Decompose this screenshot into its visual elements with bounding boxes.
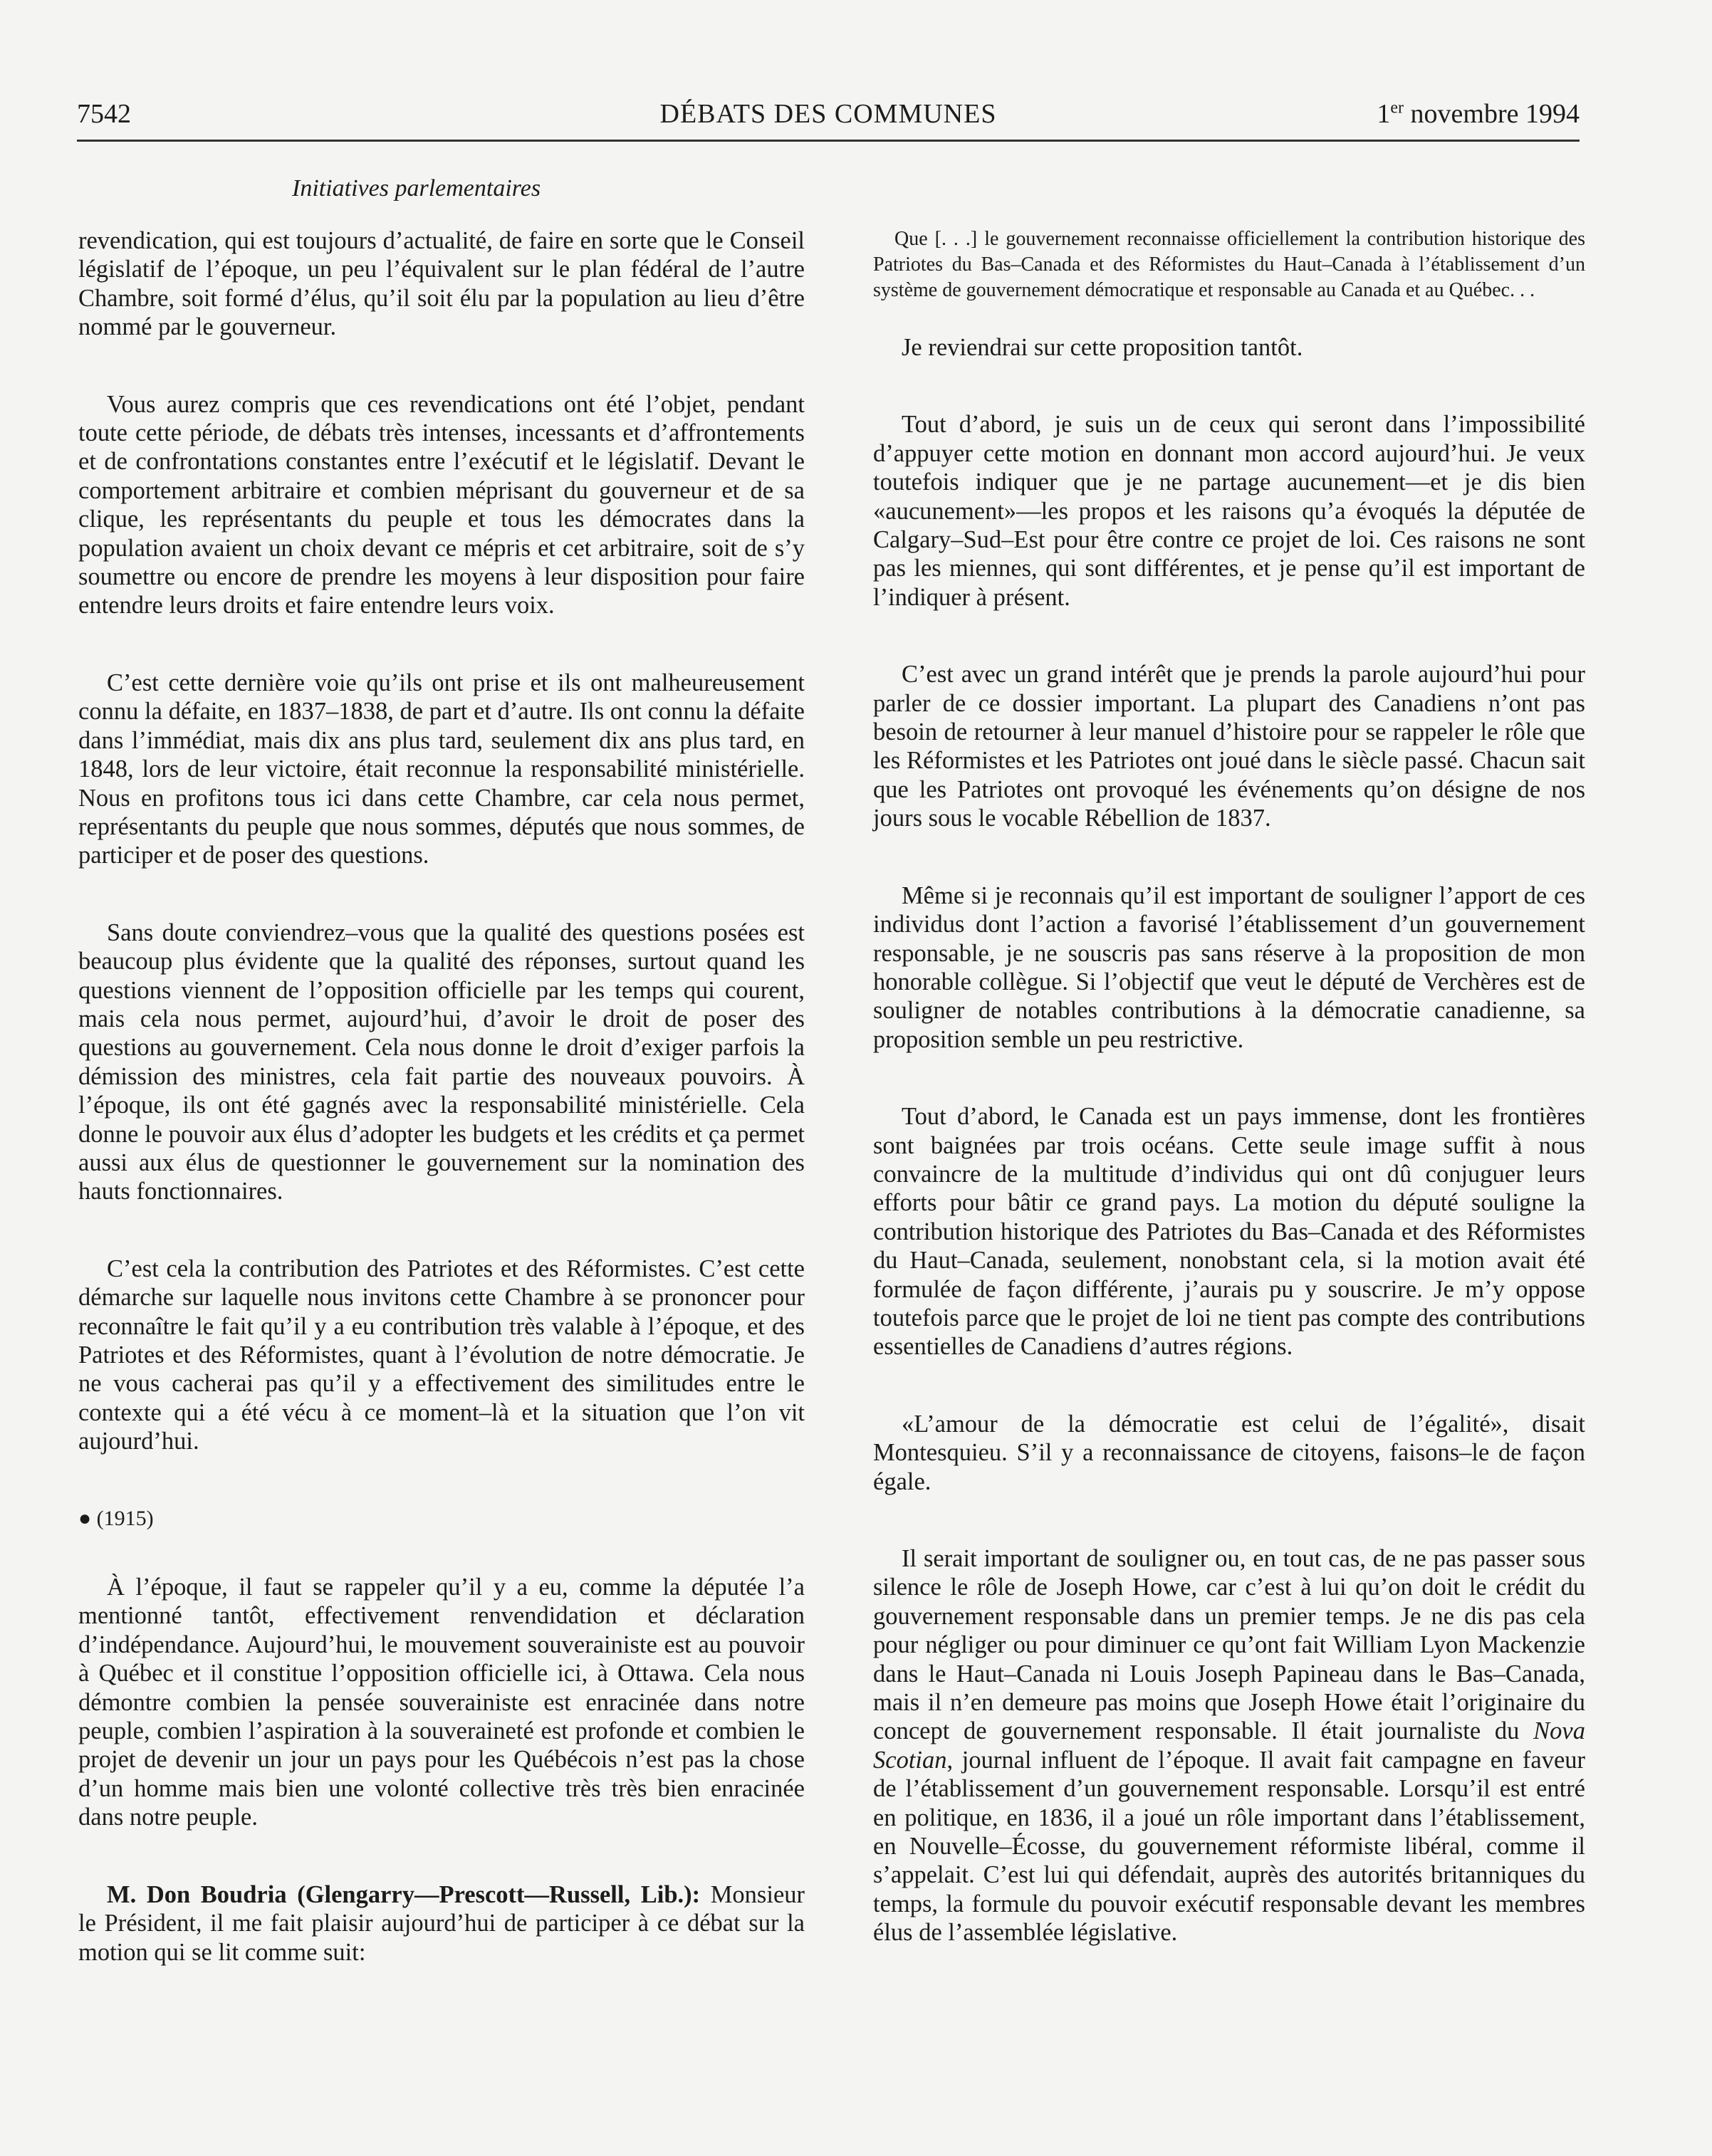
left-column: [78, 226, 805, 1967]
header-rule: [77, 140, 1580, 142]
paragraph: Même si je reconnais qu’il est important de souligner l’apport de ces individus dont l’action a favorisé l’établissement d’un gouvernement responsable, je ne souscris pas sans réserve à la proposition de mon honorable collègue. Si l’objectif que veut le député de Verchères est de souligner de notables contributions à la démocratie canadienne, sa proposition semble un peu restrictive.: [873, 881, 1585, 1053]
paragraph: Vous aurez compris que ces revendications ont été l’objet, pendant toute cette période, de débats très intenses, incessants et d’affrontements et de confrontations constantes entre l’exécutif et le législatif. Devant le comportement arbitraire et combien méprisant du gouverneur et de sa clique, les représentants du peuple et tous les démocrates dans la population avaient un choix devant ce mépris et cet arbitraire, soit de s’y soumettre ou encore de prendre les moyens à leur disposition pour faire entendre leurs droits et faire entendre leurs voix.: [78, 390, 805, 619]
publication-title: DÉBATS DES COMMUNES: [659, 99, 997, 129]
paragraph: Tout d’abord, le Canada est un pays immense, dont les frontières sont baignées par trois océans. Cette seule image suffit à nous convaincre de la multitude d’individus qui ont dû conjuguer leurs efforts pour bâtir ce grand pays. La motion du député souligne la contribution historique des Patriotes du Bas–Canada et des Réformistes du Haut–Canada, seulement, nonobstant cela, si la motion avait été formulée de façon différente, j’aurais pu y souscrire. Je m’y oppose toutefois parce que le projet de loi ne tient pas compte des contributions essentielles de Canadiens d’autres régions.: [873, 1103, 1585, 1361]
right-column: [873, 226, 1585, 1996]
issue-date: [1377, 98, 1580, 130]
paragraph-text: , journal influent de l’époque. Il avait fait campagne en faveur de l’établissement d’un gouvernement responsable. Lorsqu’il est entré en politique, en 1836, il a joué un rôle important dans l’établissement, en Nouvelle–Écosse, du gouvernement réformiste libéral, comme il s’appelait. C’est lui qui défendait, auprès des autorités britanniques du temps, la formule du pouvoir exécutif responsable devant les membres élus de l’assemblée législative.: [873, 1746, 1585, 1947]
speaker-name: M. Don Boudria (Glengarry—Prescott—Russell, Lib.):: [107, 1880, 701, 1908]
motion-quote: Que [. . .] le gouvernement reconnaisse officiellement la contribution historique des Patriotes du Bas–Canada et des Réformistes du Haut–Canada à l’établissement d’un système de gouvernement démocratique et responsable au Canada et au Québec. . .: [873, 228, 1585, 301]
date-month-year: novembre 1994: [1404, 99, 1580, 129]
paragraph: C’est avec un grand intérêt que je prends la parole aujourd’hui pour parler de ce dossier important. La plupart des Canadiens n’ont pas besoin de retourner à leur manuel d’histoire pour se rappeler le rôle que les Réformistes et les Patriotes ont joué dans le siècle passé. Chacun sait que les Patriotes ont provoqué les événements qu’on désigne de nos jours sous le vocable Rébellion de 1837.: [873, 661, 1585, 832]
page-number: 7542: [77, 99, 131, 129]
date-day: 1: [1377, 99, 1391, 129]
paragraph: C’est cette dernière voie qu’ils ont prise et ils ont malheureusement connu la défaite, en 1837–1838, de part et d’autre. Ils ont connu la défaite dans l’immédiat, mais dix ans plus tard, seulement dix ans plus tard, en 1848, lors de leur victoire, était reconnue la responsabilité ministérielle. Nous en profitons tous ici dans cette Chambre, car cela nous permet, représentants du peuple que nous sommes, députés que nous sommes, de participer et de poser des questions.: [78, 669, 805, 869]
paragraph: Sans doute conviendrez–vous que la qualité des questions posées est beaucoup plus évidente que la qualité des réponses, surtout quand les questions viennent de l’opposition officielle par les temps qui courent, mais cela nous permet, aujourd’hui, d’avoir le droit de poser des questions au gouvernement. Cela nous donne le droit d’exiger parfois la démission des ministres, cela fait partie des nouveaux pouvoirs. À l’époque, ils ont été gagnés avec la responsabilité ministérielle. Cela donne le pouvoir aux élus d’adopter les budgets et les crédits et ça permet aussi aux élus de questionner le gouvernement sur la nomination des hauts fonctionnaires.: [78, 919, 805, 1205]
newspaper-title: Nova Scotian: [873, 1717, 1585, 1774]
paragraph: Tout d’abord, je suis un de ceux qui seront dans l’impossibilité d’appuyer cette motion en donnant mon accord aujourd’hui. Je veux toutefois indiquer que je ne partage aucunement—et je dis bien «aucunement»—les propos et les raisons qu’a évoqués la députée de Calgary–Sud–Est pour être contre ce projet de loi. Ces raisons ne sont pas les miennes, qui sont différentes, et je pense qu’il est important de l’indiquer à présent.: [873, 411, 1585, 611]
paragraph: Je reviendrai sur cette proposition tantôt.: [902, 334, 1303, 361]
paragraph-text: Il serait important de souligner ou, en tout cas, de ne pas passer sous silence le rôle de Joseph Howe, car c’est à lui qu’on doit le crédit du gouvernement responsable dans un premier temps. Je ne dis pas cela pour négliger ou pour diminuer ce qu’ont fait William Lyon Mackenzie dans le Haut–Canada ni Louis Joseph Papineau dans le Bas–Canada, mais il n’en demeure pas moins que Joseph Howe était l’originaire du concept de gouvernement responsable. Il était journaliste du: [873, 1545, 1585, 1745]
paragraph: «L’amour de la démocratie est celui de l’égalité», disait Montesquieu. S’il y a reconnaissance de citoyens, faisons–le de façon égale.: [873, 1410, 1585, 1495]
paragraph: C’est cela la contribution des Patriotes et des Réformistes. C’est cette démarche sur laquelle nous invitons cette Chambre à se prononcer pour reconnaître le fait qu’il y a eu contribution très valable à l’époque, et des Patriotes et des Réformistes, quant à l’évolution de notre démocratie. Je ne vous cacherai pas qu’il y a effectivement des similitudes entre le contexte qui a été vécu à ce moment–là et la situation que l’on vit aujourd’hui.: [78, 1255, 805, 1455]
section-title: Initiatives parlementaires: [292, 175, 541, 202]
page-header: [77, 98, 1580, 141]
time-marker: ● (1915): [78, 1506, 154, 1530]
speaker-text: Monsieur le Président, il me fait plaisir aujourd’hui de participer à ce débat sur la motion qui se lit comme suit:: [78, 1880, 805, 1966]
paragraph: [873, 1544, 1585, 1947]
date-ordinal: er: [1390, 98, 1404, 117]
speaker-paragraph: [78, 1880, 805, 1967]
paragraph: À l’époque, il faut se rappeler qu’il y a eu, comme la députée l’a mentionné tantôt, effectivement renvendidation et déclaration d’indépendance. Aujourd’hui, le mouvement souverainiste est au pouvoir à Québec et il constitue l’opposition officielle ici, à Ottawa. Cela nous démontre combien la pensée souverainiste est enracinée dans notre peuple, combien l’aspiration à la souveraineté est profonde et combien le projet de devenir un jour un pays pour les Québécois n’est pas la chose d’un homme mais bien une volonté collective très très bien enracinée dans notre peuple.: [78, 1574, 805, 1831]
paragraph: revendication, qui est toujours d’actualité, de faire en sorte que le Conseil législatif de l’époque, un peu l’équivalent sur le plan fédéral de l’autre Chambre, soit formé d’élus, qu’il soit élu par la population au lieu d’être nommé par le gouverneur.: [78, 227, 805, 341]
